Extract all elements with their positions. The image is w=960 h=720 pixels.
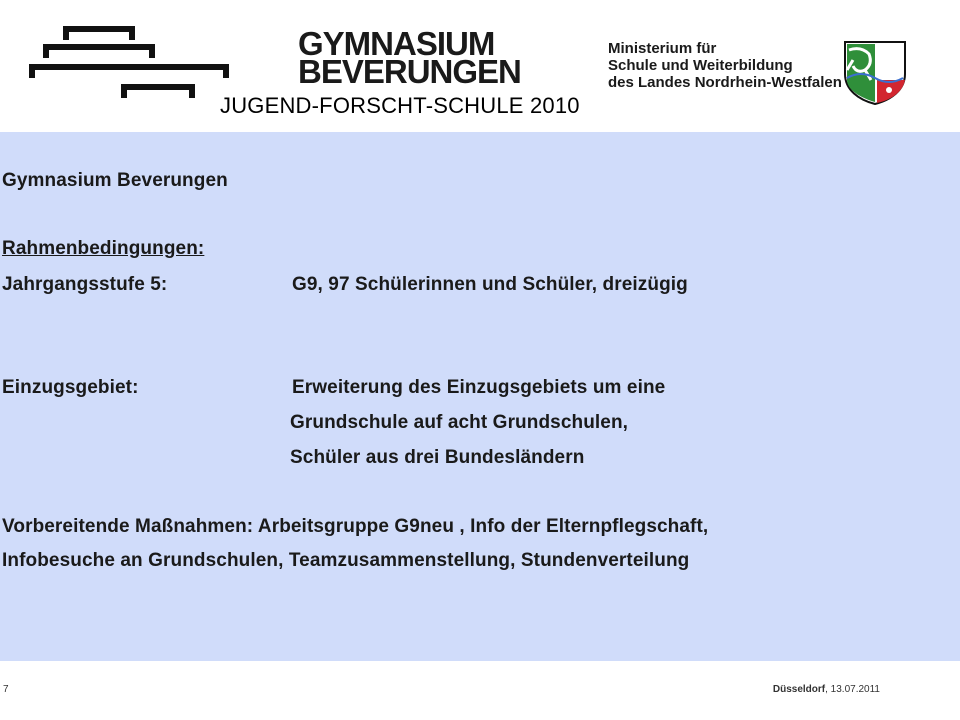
preparation-line-1: Vorbereitende Maßnahmen: Arbeitsgruppe G9neu , Info der Elternpflegschaft, <box>2 516 709 537</box>
ministry-line: Schule und Weiterbildung <box>608 57 793 74</box>
bars-logo-icon <box>25 24 240 104</box>
ministry-line: des Landes Nordrhein-Westfalen <box>608 74 842 91</box>
conditions-heading: Rahmenbedingungen: <box>2 238 205 259</box>
school-logo-line-2: BEVERUNGEN <box>298 53 521 90</box>
slide-header <box>0 0 960 132</box>
page-number: 7 <box>3 684 9 695</box>
ministry-name <box>608 40 842 91</box>
catchment-label: Einzugsgebiet: <box>2 377 139 398</box>
grade-value: G9, 97 Schülerinnen und Schüler, dreizügig <box>292 274 688 295</box>
ministry-line: Ministerium für <box>608 40 717 57</box>
footer-location: Düsseldorf <box>772 684 826 695</box>
catchment-line-2: Grundschule auf acht Grundschulen, <box>290 412 629 433</box>
slide-footer <box>0 661 960 720</box>
footer-location-date <box>773 684 880 695</box>
school-logo-line-1: GYMNASIUM <box>298 25 495 62</box>
grade-row <box>2 274 952 296</box>
catchment-row <box>2 377 952 399</box>
nrw-coat-of-arms-icon <box>843 40 907 106</box>
preparation-line-2: Infobesuche an Grundschulen, Teamzusammenstellung, Stundenverteilung <box>2 550 690 571</box>
catchment-line-1: Erweiterung des Einzugsgebiets um eine <box>292 377 666 398</box>
header-title: JUGEND-FORSCHT-SCHULE 2010 <box>220 93 580 118</box>
slide-content <box>0 132 960 661</box>
school-logo <box>298 25 521 90</box>
grade-label: Jahrgangsstufe 5: <box>2 274 168 295</box>
footer-date: , 13.07.2011 <box>825 684 880 695</box>
school-name: Gymnasium Beverungen <box>2 170 228 191</box>
catchment-line-3: Schüler aus drei Bundesländern <box>290 447 585 468</box>
